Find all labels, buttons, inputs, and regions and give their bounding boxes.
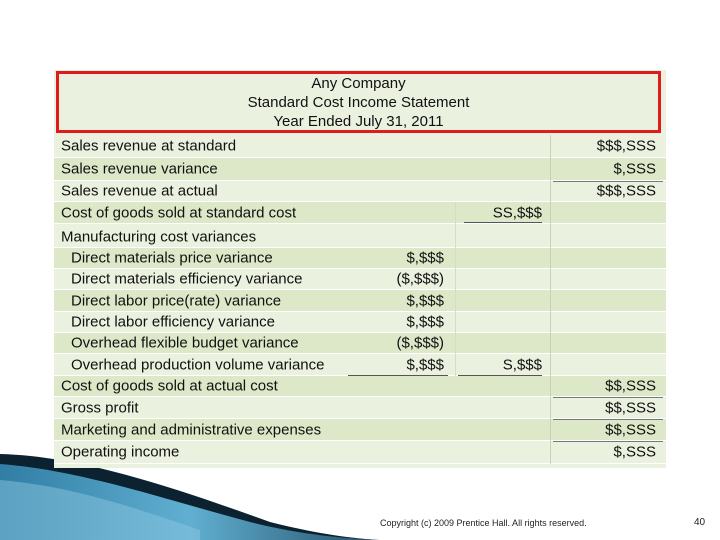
page-number: 40 <box>694 517 706 528</box>
company-name: Any Company <box>311 74 406 92</box>
row-amount: $$,SSS <box>605 421 656 438</box>
row-label: Overhead flexible budget variance <box>71 334 299 352</box>
row-subtotal: S,$$$ <box>502 356 542 373</box>
table-row <box>54 202 666 224</box>
row-label: Manufacturing cost variances <box>61 228 257 246</box>
table-row <box>54 224 666 248</box>
subtotal-underline <box>464 222 542 223</box>
row-label: Direct materials efficiency variance <box>71 270 303 288</box>
table-row <box>54 354 666 376</box>
row-amount: $$$,SSS <box>596 182 656 200</box>
table-row <box>54 333 666 354</box>
table-row <box>54 376 666 397</box>
total-underline <box>553 419 663 420</box>
statement-header <box>56 71 661 133</box>
subtotal-underline <box>458 375 542 376</box>
table-row <box>54 269 666 290</box>
row-label: Direct labor price(rate) variance <box>71 292 282 309</box>
table-row <box>54 158 666 181</box>
row-subtotal: SS,$$$ <box>492 204 542 221</box>
row-amount: $$,SSS <box>605 377 656 395</box>
row-variance: $,$$$ <box>406 313 444 331</box>
row-label: Operating income <box>61 443 180 461</box>
table-row <box>54 419 666 441</box>
row-label: Gross profit <box>61 399 139 416</box>
table-row <box>54 441 666 464</box>
column-divider <box>550 135 551 464</box>
row-variance: $,$$$ <box>406 249 444 267</box>
row-label: Cost of goods sold at standard cost <box>61 204 297 221</box>
table-row <box>54 248 666 269</box>
table-row <box>54 181 666 202</box>
statement-period: Year Ended July 31, 2011 <box>273 112 444 130</box>
row-label: Sales revenue at standard <box>61 137 237 155</box>
row-amount: $$,SSS <box>605 399 656 416</box>
row-label: Direct labor efficiency variance <box>71 313 275 331</box>
total-underline <box>553 181 663 182</box>
table-row <box>54 312 666 333</box>
row-label: Cost of goods sold at actual cost <box>61 377 278 395</box>
column-divider <box>455 202 456 376</box>
row-label: Sales revenue variance <box>61 160 218 178</box>
row-variance: ($,$$$) <box>396 270 444 288</box>
table-row <box>54 397 666 419</box>
row-label: Sales revenue at actual <box>61 182 218 200</box>
row-variance: $,$$$ <box>406 356 444 373</box>
statement-title: Standard Cost Income Statement <box>247 93 470 111</box>
table-row <box>54 135 666 158</box>
row-label: Overhead production volume variance <box>71 356 325 373</box>
row-amount: $,SSS <box>613 443 656 461</box>
total-underline <box>553 441 663 442</box>
row-label: Marketing and administrative expenses <box>61 421 322 438</box>
row-variance: $,$$$ <box>406 292 444 309</box>
copyright-footer: Copyright (c) 2009 Prentice Hall. All rights reserved. <box>380 518 587 528</box>
row-amount: $$$,SSS <box>596 137 656 155</box>
table-row <box>54 290 666 312</box>
row-amount: $,SSS <box>613 160 656 178</box>
row-label: Direct materials price variance <box>71 249 273 267</box>
total-underline <box>553 397 663 398</box>
row-variance: ($,$$$) <box>396 334 444 352</box>
variance-underline <box>348 375 448 376</box>
